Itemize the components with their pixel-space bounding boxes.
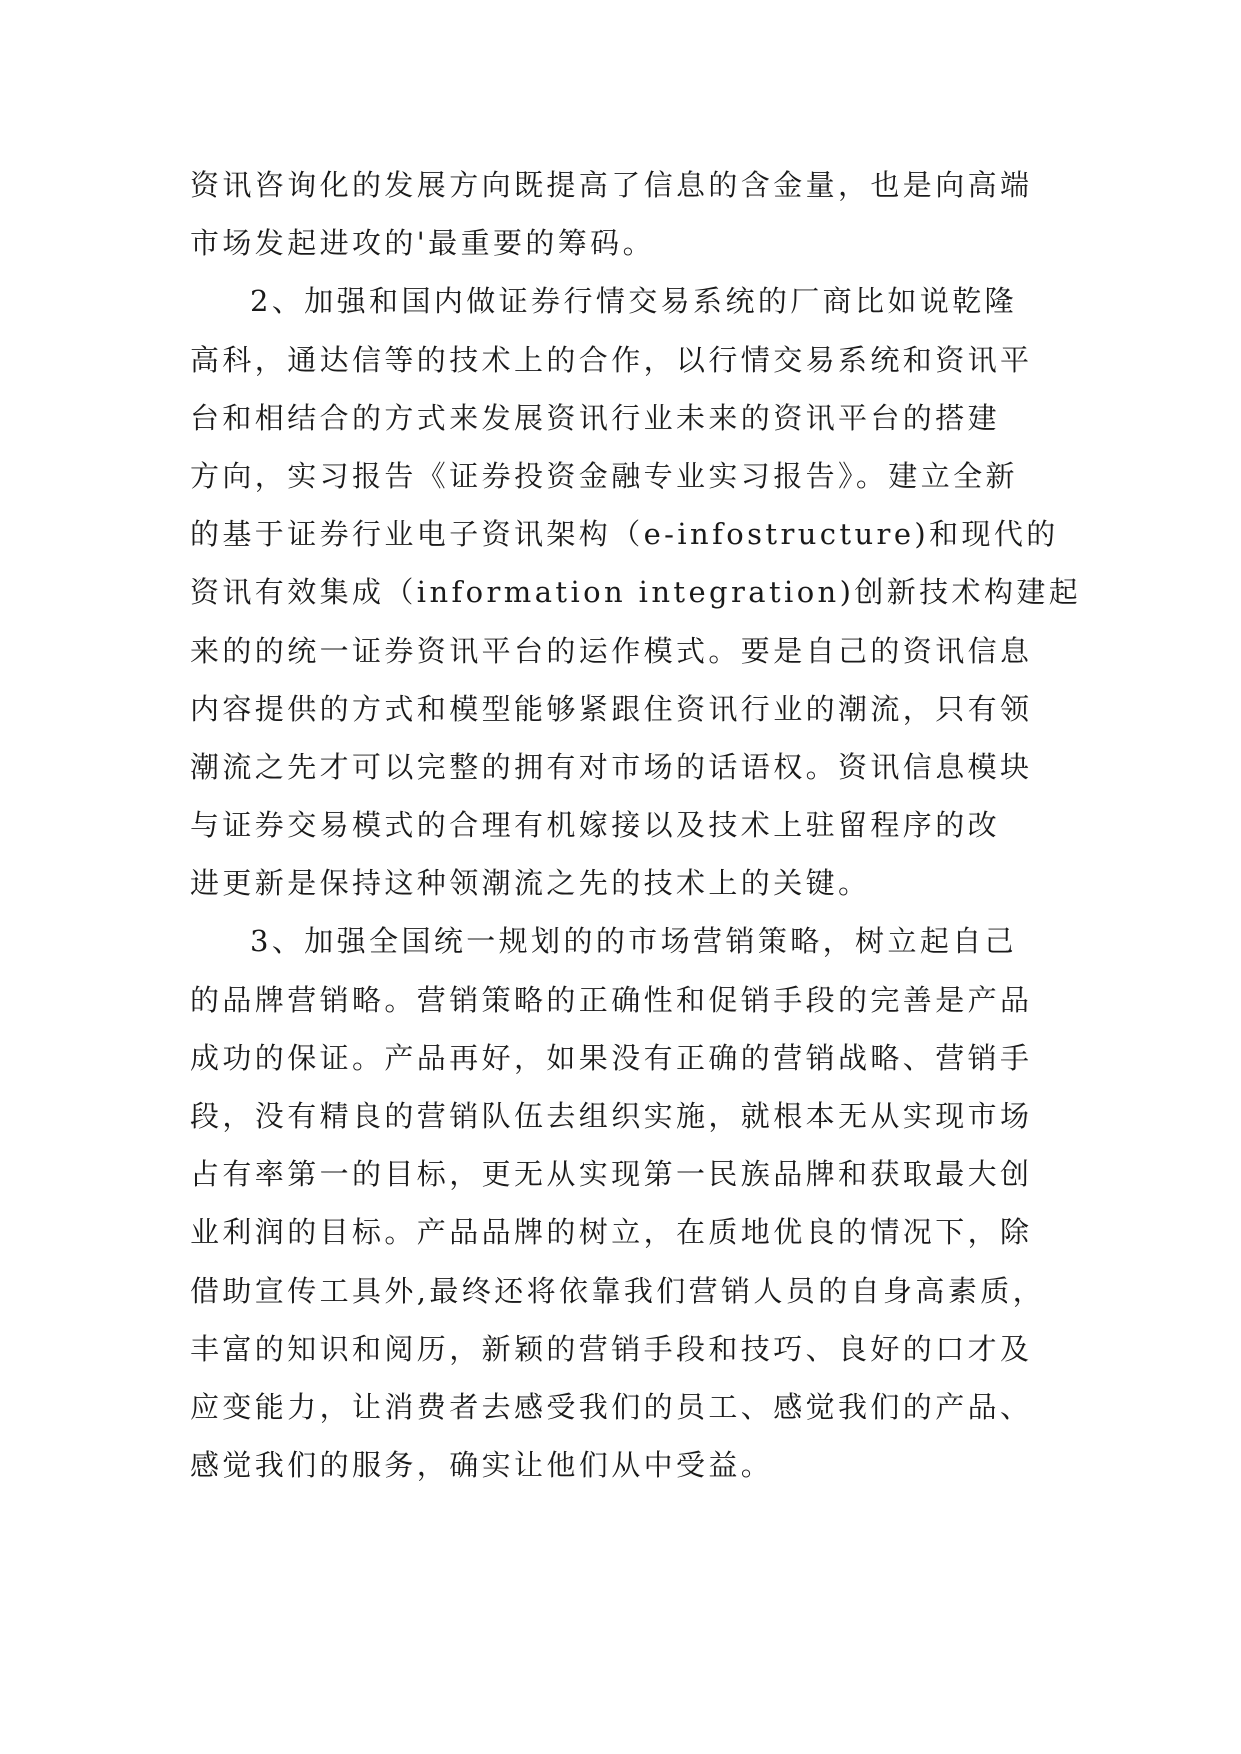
text-line: 资讯有效集成（information integration)创新技术构建起 [190, 575, 1082, 610]
text-line: 应变能力，让消费者去感受我们的员工、感觉我们的产品、 [190, 1389, 1033, 1424]
text-line: 资讯咨询化的发展方向既提高了信息的含金量，也是向高端 [190, 168, 1033, 202]
text-line: 占有率第一的目标，更无从实现第一民族品牌和获取最大创 [190, 1157, 1033, 1192]
text-line: 高科，通达信等的技术上的合作，以行情交易系统和资讯平 [190, 342, 1033, 377]
text-line: 段，没有精良的营销队伍去组织实施，就根本无从实现市场 [190, 1099, 1033, 1133]
text-line: 丰富的知识和阅历，新颖的营销手段和技巧、良好的口才及 [190, 1331, 1033, 1366]
text-line: 借助宣传工具外,最终还将依靠我们营销人员的自身高素质， [190, 1273, 1046, 1308]
text-line: 内容提供的方式和模型能够紧跟住资讯行业的潮流，只有领 [190, 691, 1033, 726]
text-line: 业利润的目标。产品品牌的树立，在质地优良的情况下，除 [190, 1215, 1033, 1250]
text-line: 感觉我们的服务，确实让他们从中受益。 [190, 1448, 774, 1483]
text-line: 的基于证券行业电子资讯架构（e-infostructure)和现代的 [190, 517, 1059, 552]
text-line: 市场发起进攻的'最重要的筹码。 [190, 226, 655, 261]
text-line: 与证券交易模式的合理有机嫁接以及技术上驻留程序的改 [190, 808, 1001, 843]
text-line: 方向，实习报告《证券投资金融专业实习报告》。建立全新 [190, 458, 1018, 493]
text-line: 来的的统一证券资讯平台的运作模式。要是自己的资讯信息 [190, 633, 1033, 668]
text-line: 进更新是保持这种领潮流之先的技术上的关键。 [190, 866, 871, 901]
text-line: 台和相结合的方式来发展资讯行业未来的资讯平台的搭建 [190, 400, 1001, 435]
body-text [190, 156, 1082, 1494]
paragraph-start-line: 3、加强全国统一规划的的市场营销策略，树立起自己 [250, 924, 1018, 959]
paragraph-start-line: 2、加强和国内做证券行情交易系统的厂商比如说乾隆 [250, 284, 1018, 319]
text-line: 的品牌营销略。营销策略的正确性和促销手段的完善是产品 [190, 982, 1033, 1017]
text-line: 成功的保证。产品再好，如果没有正确的营销战略、营销手 [190, 1040, 1033, 1075]
text-line: 潮流之先才可以完整的拥有对市场的话语权。资讯信息模块 [190, 749, 1033, 784]
